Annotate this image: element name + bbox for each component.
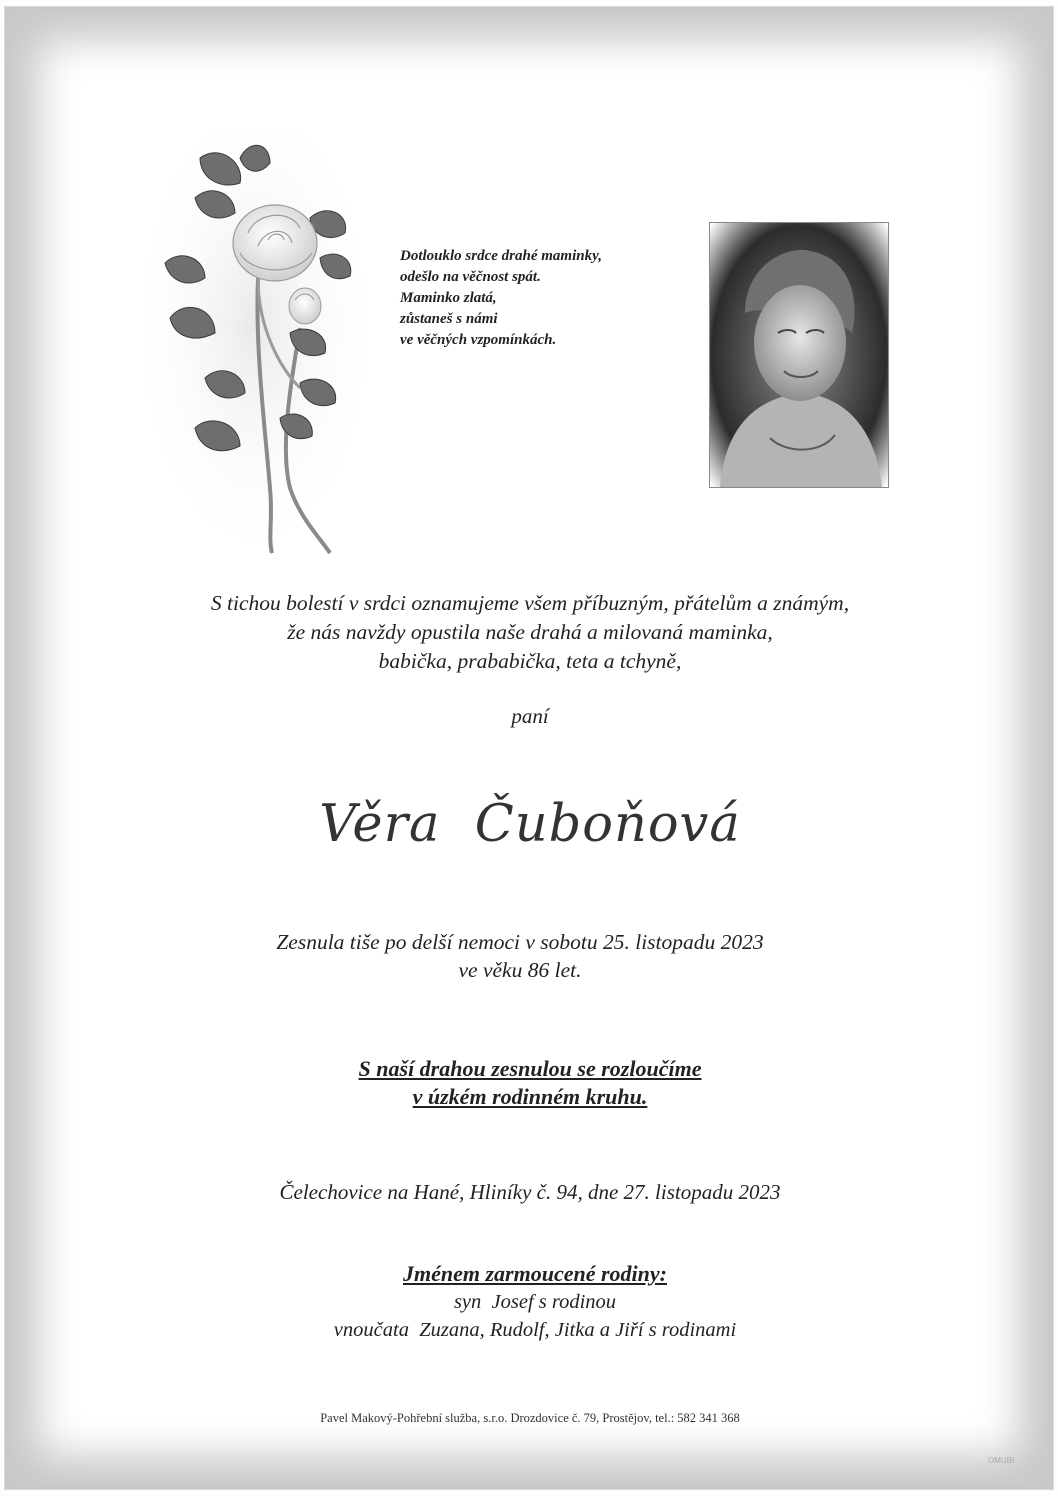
family-heading: Jménem zarmoucené rodiny: (403, 1261, 667, 1286)
death-line: Zesnula tiše po delší nemoci v sobotu 25. listopadu 2023 (276, 930, 764, 954)
family-line: vnoučata Zuzana, Rudolf, Jitka a Jiří s rodinami (333, 1319, 737, 1341)
announcement-line: babička, prababička, teta a tchyně, (378, 649, 682, 673)
farewell-notice (100, 1055, 960, 1111)
verse-line: odešlo na věčnost spát. (400, 269, 541, 285)
death-line: ve věku 86 let. (458, 958, 582, 982)
memorial-verse (400, 246, 700, 351)
announcement-text (100, 589, 960, 676)
farewell-line: v úzkém rodinném kruhu. (412, 1084, 648, 1109)
deceased-name: Věra Čuboňová (319, 795, 741, 854)
scan-stamp: OMUBI (988, 1456, 1015, 1465)
place-and-date: Čelechovice na Hané, Hliníky č. 94, dne 27. listopadu 2023 (279, 1180, 781, 1204)
family-line: syn Josef s rodinou (453, 1291, 617, 1313)
verse-line: zůstaneš s námi (400, 311, 498, 327)
death-notice (100, 928, 940, 984)
funeral-service-footer: Pavel Makový-Pohřební služba, s.r.o. Drozdovice č. 79, Prostějov, tel.: 582 341 368 (320, 1411, 740, 1425)
rose-illustration-icon (140, 128, 370, 568)
family-signature (100, 1260, 970, 1344)
honorific: paní (511, 704, 549, 728)
farewell-line: S naší drahou zesnulou se rozloučíme (358, 1056, 702, 1081)
announcement-line: S tichou bolestí v srdci oznamujeme všem příbuzným, přátelům a známým, (210, 591, 850, 615)
portrait-photo (709, 222, 889, 488)
verse-line: ve věčných vzpomínkách. (400, 332, 557, 348)
announcement-line: že nás navždy opustila naše drahá a milovaná maminka, (287, 620, 773, 644)
portrait-figure (710, 223, 888, 487)
verse-line: Maminko zlatá, (400, 290, 497, 306)
verse-line: Dotlouklo srdce drahé maminky, (400, 248, 602, 264)
